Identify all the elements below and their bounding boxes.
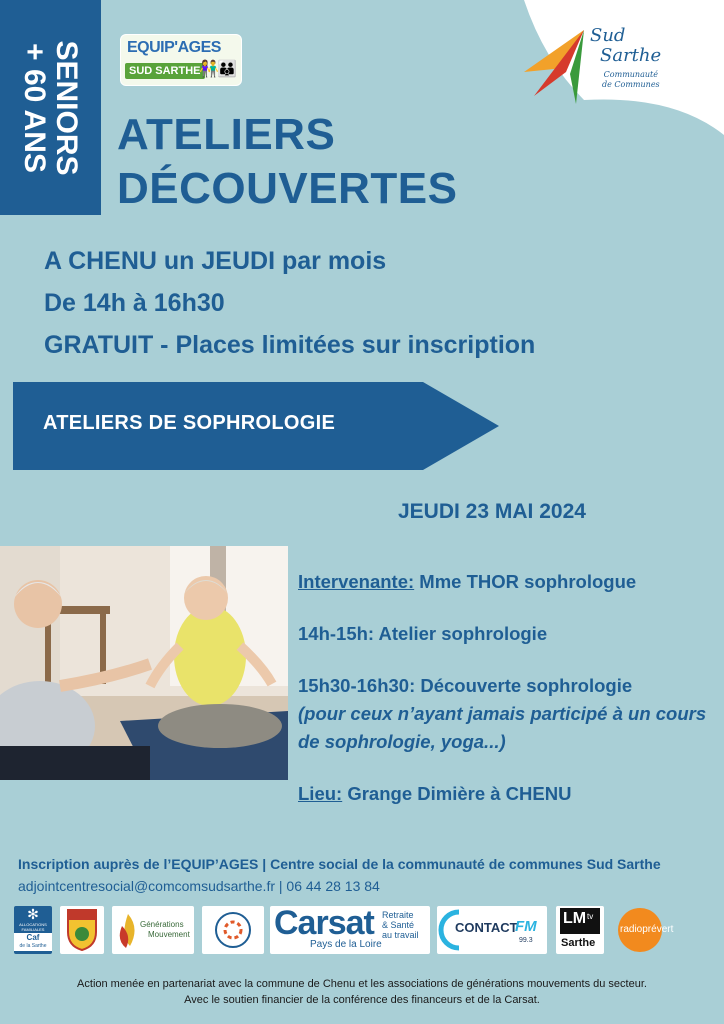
caf-line1: ALLOCATIONS <box>19 922 47 927</box>
slot2: 15h30-16h30: Découverte sophrologie <box>298 675 633 696</box>
people-icon: 👫👪 <box>199 61 235 78</box>
side-band <box>0 0 101 215</box>
shield-icon <box>60 906 104 954</box>
carsat-tag2: & Santé <box>382 920 415 930</box>
sud-sarthe-star-icon <box>524 20 594 106</box>
contact-text: adjointcentresocial@comcomsudsarthe.fr | 06 44 28 13 84 <box>18 878 380 894</box>
lmtv-suffix: tv <box>587 912 594 921</box>
page-title <box>117 108 457 216</box>
caf-flower-icon: ✻ <box>27 906 39 922</box>
subheading-hours: De 14h à 16h30 <box>44 289 225 317</box>
banner-label: ATELIERS DE SOPHROLOGIE <box>43 412 336 434</box>
carsat-region: Pays de la Loire <box>310 939 382 950</box>
carsat-tag1: Retraite <box>382 910 414 920</box>
subheading-location: A CHENU un JEUDI par mois <box>44 247 387 275</box>
carsat-tag3: au travail <box>382 930 419 940</box>
sud-sarthe-logo <box>524 20 684 106</box>
contact-fm-suffix: FM <box>515 918 537 935</box>
title-line2: DÉCOUVERTES <box>117 164 458 213</box>
carsat-name: Carsat <box>274 906 374 942</box>
equipages-logo-title: EQUIP'AGES <box>127 39 221 56</box>
lieu-line <box>298 780 718 808</box>
caf-line2: FAMILIALES <box>21 927 45 932</box>
radio-prevert-name: radioprévert <box>620 924 674 935</box>
radio-prevert-logo <box>612 906 690 954</box>
equipages-logo-subtitle: SUD SARTHE <box>125 63 205 79</box>
footer-line1: Action menée en partenariat avec la commune de Chenu et les associations de générations mouvements du secteur. <box>77 978 647 990</box>
intervenante-label: Intervenante: <box>298 571 415 592</box>
sud-sarthe-line3: Communauté <box>603 70 658 79</box>
sud-sarthe-line2: Sarthe <box>600 45 662 66</box>
equipages-logo <box>120 34 242 86</box>
footer-note <box>0 976 724 1008</box>
lmtv-logo <box>556 906 604 954</box>
subheading-free: GRATUIT - Places limitées sur inscription <box>44 331 536 359</box>
caf-line3: Caf <box>26 933 40 942</box>
lieu-label: Lieu: <box>298 783 343 804</box>
intervenante-line <box>298 568 718 596</box>
carsat-logo <box>270 906 430 954</box>
slot2-note: (pour ceux n’ayant jamais participé à un cours de sophrologie, yoga...) <box>298 703 707 752</box>
side-band-line1: SENIORS <box>50 40 83 176</box>
intervenante-value: Mme THOR sophrologue <box>414 571 637 592</box>
side-band-text <box>18 40 82 175</box>
caf-logo <box>14 906 52 954</box>
footer-line2: Avec le soutien financier de la conférence des financeurs et de la Carsat. <box>184 994 540 1006</box>
side-band-line2: + 60 ANS <box>18 43 51 173</box>
circle-emblem-icon <box>202 906 264 954</box>
event-details <box>298 568 718 808</box>
contact-fm-name: CONTACT <box>455 920 518 935</box>
contact-fm-freq: 99.3 <box>519 937 533 944</box>
generations-mouvement-logo <box>112 906 194 954</box>
sud-sarthe-line4: de Communes <box>602 80 660 89</box>
inscription-text: Inscription auprès de l’EQUIP’AGES | Centre social de la communauté de communes Sud Sarthe <box>18 856 661 872</box>
lieu-value: Grange Dimière à CHENU <box>342 783 572 804</box>
caf-line4: de la Sarthe <box>19 943 47 949</box>
slot1: 14h-15h: Atelier sophrologie <box>298 623 548 644</box>
conference-financeurs-logo <box>202 906 264 954</box>
event-date: JEUDI 23 MAI 2024 <box>398 500 586 523</box>
generations-line2: Mouvement <box>148 930 190 939</box>
sud-sarthe-line1: Sud <box>590 25 626 46</box>
generations-line1: Générations <box>140 920 184 929</box>
lmtv-region: Sarthe <box>561 937 596 949</box>
title-line1: ATELIERS <box>117 110 336 159</box>
chenu-coat-of-arms <box>60 906 104 954</box>
lmtv-name: LM <box>563 910 587 927</box>
seniors-meditation-photo <box>0 546 288 780</box>
subheadings <box>44 240 535 366</box>
contact-fm-logo <box>437 906 547 954</box>
